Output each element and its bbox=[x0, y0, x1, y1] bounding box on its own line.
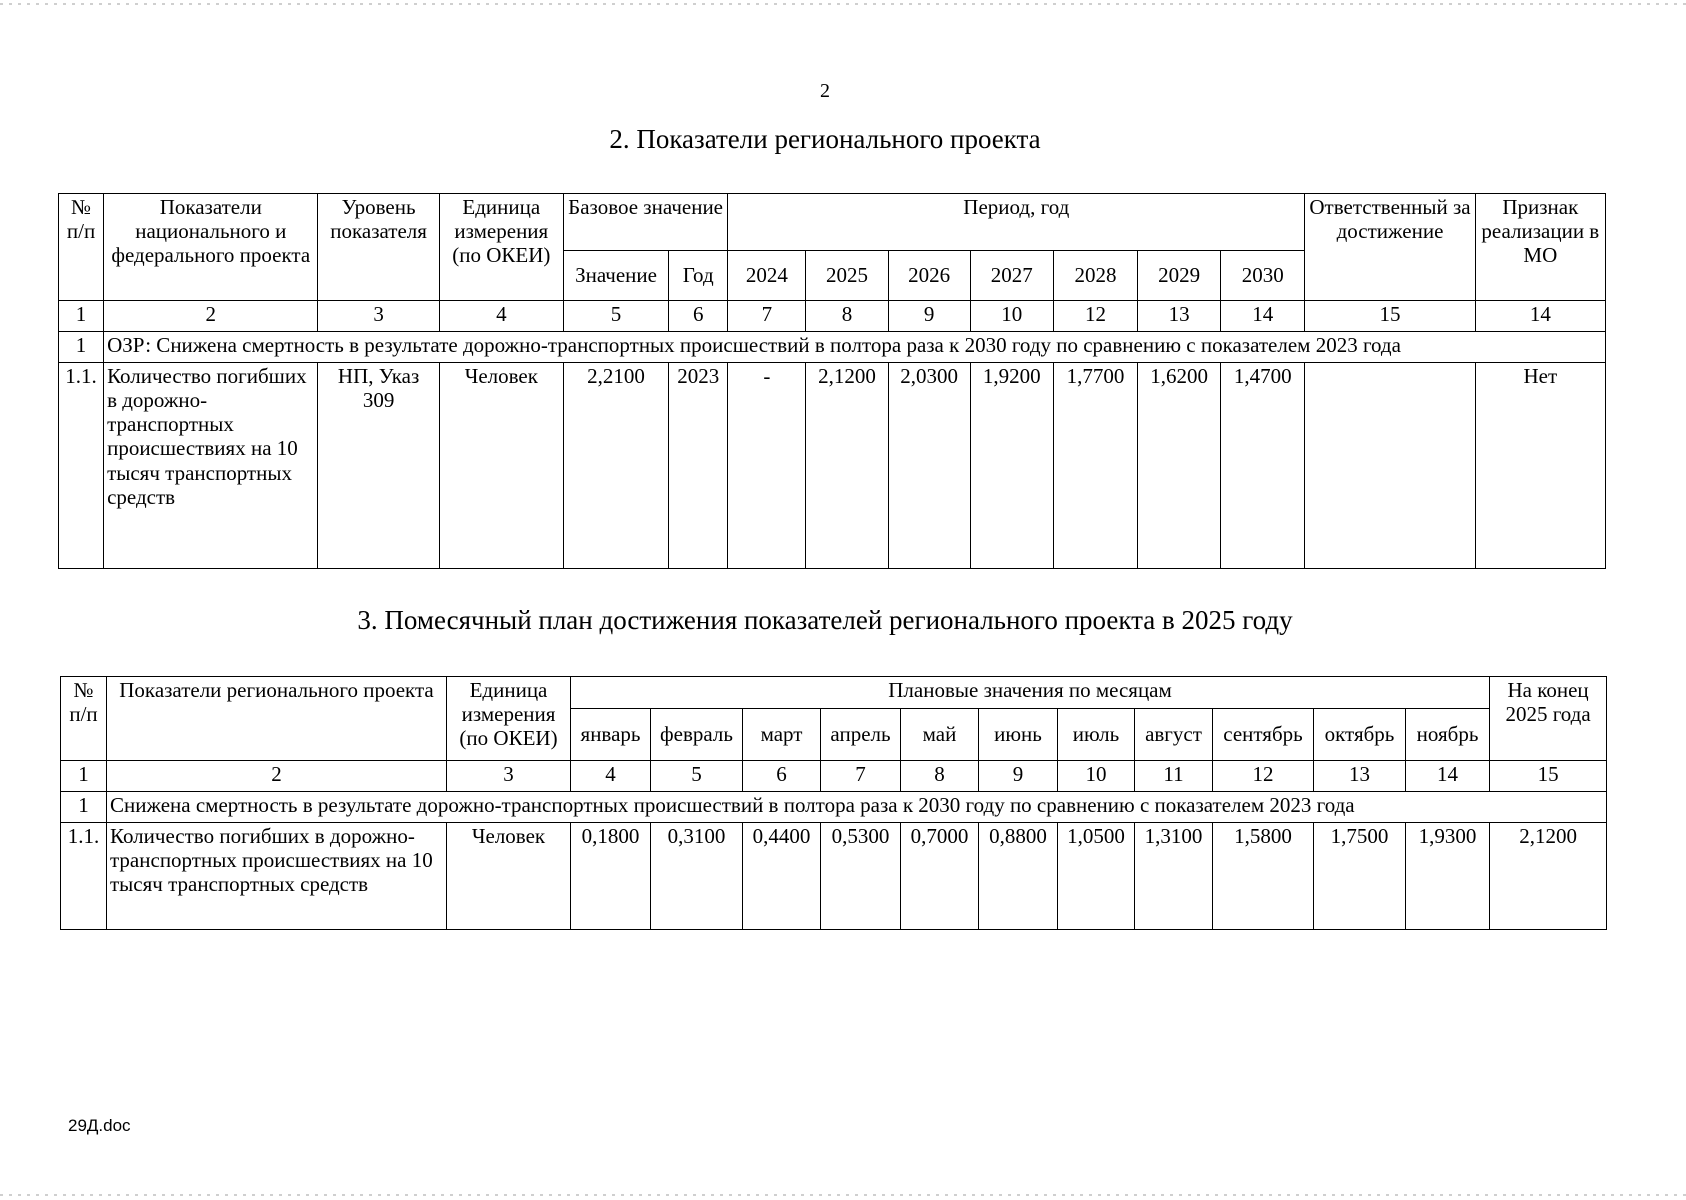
row-value-2029: 1,6200 bbox=[1138, 363, 1221, 569]
regional-indicators-table bbox=[58, 193, 1606, 569]
row-mo: Нет bbox=[1475, 363, 1605, 569]
row-unit: Человек bbox=[439, 363, 563, 569]
column-number: 10 bbox=[970, 301, 1053, 332]
column-number: 9 bbox=[888, 301, 970, 332]
row-value-july: 1,0500 bbox=[1058, 823, 1135, 930]
column-number: 4 bbox=[571, 761, 651, 792]
header-year: 2024 bbox=[728, 251, 806, 301]
column-number: 9 bbox=[979, 761, 1058, 792]
group-title: Снижена смертность в результате дорожно-транспортных происшествий в полтора раза к 2030 году по сравнению с показателем 2023 года bbox=[107, 792, 1607, 823]
row-level: НП, Указ 309 bbox=[318, 363, 439, 569]
column-number: 6 bbox=[743, 761, 821, 792]
page-number: 2 bbox=[820, 80, 830, 102]
header-indicators: Показатели национального и федерального проекта bbox=[104, 194, 318, 301]
row-base-year: 2023 bbox=[669, 363, 728, 569]
column-number: 8 bbox=[901, 761, 979, 792]
group-title: ОЗР: Снижена смертность в результате дорожно-транспортных происшествий в полтора раза к 2030 году по сравнению с показателем 2023 года bbox=[104, 332, 1606, 363]
row-value-september: 1,5800 bbox=[1213, 823, 1314, 930]
row-value-2027: 1,9200 bbox=[970, 363, 1053, 569]
row-value-february: 0,3100 bbox=[651, 823, 743, 930]
header-month: май bbox=[901, 709, 979, 761]
column-number: 4 bbox=[439, 301, 563, 332]
header-month: июль bbox=[1058, 709, 1135, 761]
scan-edge-bottom bbox=[0, 1194, 1686, 1196]
header-month: февраль bbox=[651, 709, 743, 761]
column-number: 6 bbox=[669, 301, 728, 332]
row-value-2028: 1,7700 bbox=[1053, 363, 1137, 569]
header-month: апрель bbox=[821, 709, 901, 761]
header-month: январь bbox=[571, 709, 651, 761]
header-num: № п/п bbox=[61, 677, 107, 761]
column-number: 14 bbox=[1406, 761, 1490, 792]
row-value-2026: 2,0300 bbox=[888, 363, 970, 569]
column-number: 5 bbox=[651, 761, 743, 792]
header-base: Базовое значение bbox=[563, 194, 727, 251]
row-value-january: 0,1800 bbox=[571, 823, 651, 930]
column-number: 5 bbox=[563, 301, 668, 332]
column-number: 12 bbox=[1213, 761, 1314, 792]
column-number: 8 bbox=[806, 301, 888, 332]
header-year: 2026 bbox=[888, 251, 970, 301]
column-number: 7 bbox=[821, 761, 901, 792]
group-num: 1 bbox=[59, 332, 104, 363]
scan-edge-top bbox=[0, 3, 1686, 5]
header-month: ноябрь bbox=[1406, 709, 1490, 761]
column-number: 3 bbox=[447, 761, 571, 792]
column-number: 2 bbox=[107, 761, 447, 792]
header-year: 2025 bbox=[806, 251, 888, 301]
header-unit: Единица измерения (по ОКЕИ) bbox=[447, 677, 571, 761]
column-number: 15 bbox=[1305, 301, 1475, 332]
row-year-end: 2,1200 bbox=[1490, 823, 1607, 930]
column-number: 13 bbox=[1314, 761, 1406, 792]
row-responsible bbox=[1305, 363, 1475, 569]
header-year: 2028 bbox=[1053, 251, 1137, 301]
column-number: 2 bbox=[104, 301, 318, 332]
row-value-october: 1,7500 bbox=[1314, 823, 1406, 930]
column-number: 1 bbox=[61, 761, 107, 792]
row-indicator-name: Количество погибших в дорожно-транспортных происшествиях на 10 тысяч транспортных средств bbox=[107, 823, 447, 930]
column-number: 14 bbox=[1221, 301, 1305, 332]
column-number: 3 bbox=[318, 301, 439, 332]
column-number: 7 bbox=[728, 301, 806, 332]
header-mo: Признак реализации в МО bbox=[1475, 194, 1605, 301]
row-num: 1.1. bbox=[61, 823, 107, 930]
monthly-plan-table bbox=[60, 676, 1607, 930]
header-month: сентябрь bbox=[1213, 709, 1314, 761]
row-num: 1.1. bbox=[59, 363, 104, 569]
header-indicators: Показатели регионального проекта bbox=[107, 677, 447, 761]
header-base-value: Значение bbox=[563, 251, 668, 301]
column-number: 13 bbox=[1138, 301, 1221, 332]
row-value-june: 0,8800 bbox=[979, 823, 1058, 930]
column-number: 10 bbox=[1058, 761, 1135, 792]
header-month: октябрь bbox=[1314, 709, 1406, 761]
header-month: июнь bbox=[979, 709, 1058, 761]
row-value-2025: 2,1200 bbox=[806, 363, 888, 569]
column-number: 11 bbox=[1135, 761, 1213, 792]
row-value-2024: - bbox=[728, 363, 806, 569]
row-unit: Человек bbox=[447, 823, 571, 930]
header-period: Период, год bbox=[728, 194, 1305, 251]
row-value-november: 1,9300 bbox=[1406, 823, 1490, 930]
header-num: № п/п bbox=[59, 194, 104, 301]
column-number: 12 bbox=[1053, 301, 1137, 332]
group-num: 1 bbox=[61, 792, 107, 823]
header-year: 2027 bbox=[970, 251, 1053, 301]
header-month: март bbox=[743, 709, 821, 761]
header-plan: Плановые значения по месяцам bbox=[571, 677, 1490, 709]
row-value-may: 0,7000 bbox=[901, 823, 979, 930]
row-base-value: 2,2100 bbox=[563, 363, 668, 569]
header-level: Уровень показателя bbox=[318, 194, 439, 301]
header-year: 2029 bbox=[1138, 251, 1221, 301]
row-value-august: 1,3100 bbox=[1135, 823, 1213, 930]
header-year: 2030 bbox=[1221, 251, 1305, 301]
header-unit: Единица измерения (по ОКЕИ) bbox=[439, 194, 563, 301]
row-value-2030: 1,4700 bbox=[1221, 363, 1305, 569]
header-responsible: Ответственный за достижение bbox=[1305, 194, 1475, 301]
header-year-end: На конец 2025 года bbox=[1490, 677, 1607, 761]
column-number: 15 bbox=[1490, 761, 1607, 792]
row-indicator-name: Количество погибших в дорожно-транспортных происшествиях на 10 тысяч транспортных средств bbox=[104, 363, 318, 569]
row-value-april: 0,5300 bbox=[821, 823, 901, 930]
column-number: 14 bbox=[1475, 301, 1605, 332]
file-name-footer: 29Д.doc bbox=[68, 1116, 131, 1135]
header-base-year: Год bbox=[669, 251, 728, 301]
row-value-march: 0,4400 bbox=[743, 823, 821, 930]
column-number: 1 bbox=[59, 301, 104, 332]
header-month: август bbox=[1135, 709, 1213, 761]
section-3-title: 3. Помесячный план достижения показателей регионального проекта в 2025 году bbox=[357, 605, 1293, 635]
section-2-title: 2. Показатели регионального проекта bbox=[609, 124, 1041, 154]
